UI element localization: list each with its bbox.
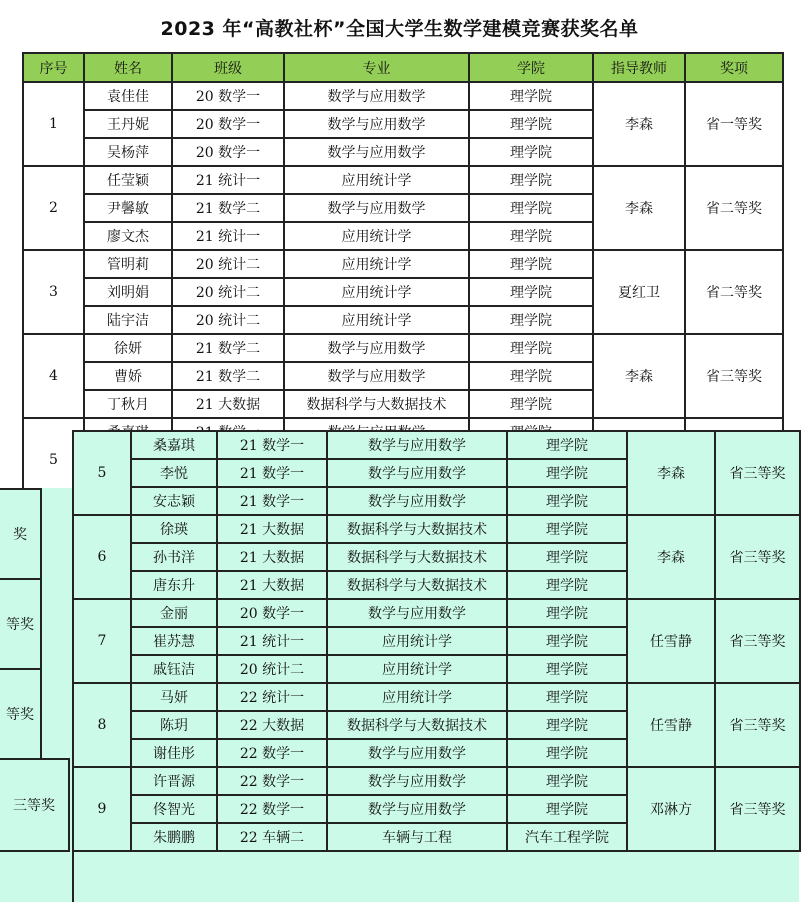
advisor-cell: 夏红卫 xyxy=(593,250,685,334)
class-cell: 20 数学一 xyxy=(172,82,284,110)
class-cell: 21 大数据 xyxy=(172,390,284,418)
table-header-row xyxy=(23,53,783,82)
award-cell: 省三等奖 xyxy=(715,431,800,515)
table-row xyxy=(73,515,800,543)
class-cell: 22 统计一 xyxy=(217,683,327,711)
major-cell: 数据科学与大数据技术 xyxy=(327,711,507,739)
student-name-cell: 任莹颖 xyxy=(84,166,172,194)
table-row xyxy=(23,250,783,278)
student-name-cell: 朱鹏鹏 xyxy=(131,823,217,851)
major-cell: 应用统计学 xyxy=(284,278,469,306)
college-cell: 理学院 xyxy=(507,683,627,711)
class-cell: 22 数学一 xyxy=(217,739,327,767)
college-cell: 理学院 xyxy=(507,711,627,739)
award-cell: 省一等奖 xyxy=(685,82,783,166)
student-name-cell: 许晋源 xyxy=(131,767,217,795)
college-cell: 理学院 xyxy=(469,390,593,418)
major-cell: 数学与应用数学 xyxy=(284,194,469,222)
college-cell: 理学院 xyxy=(469,82,593,110)
college-cell: 理学院 xyxy=(469,166,593,194)
student-name-cell: 丁秋月 xyxy=(84,390,172,418)
class-cell: 20 统计二 xyxy=(172,250,284,278)
major-cell: 数据科学与大数据技术 xyxy=(327,543,507,571)
college-cell: 理学院 xyxy=(507,459,627,487)
major-cell: 应用统计学 xyxy=(284,166,469,194)
table-row xyxy=(23,82,783,110)
class-cell: 20 统计二 xyxy=(172,278,284,306)
header-award: 奖项 xyxy=(685,53,783,82)
student-name-cell: 徐瑛 xyxy=(131,515,217,543)
college-cell: 理学院 xyxy=(507,515,627,543)
document-title: 2023 年“高教社杯”全国大学生数学建模竞赛获奖名单 xyxy=(160,18,639,40)
college-cell: 理学院 xyxy=(507,599,627,627)
award-cell: 省二等奖 xyxy=(685,166,783,250)
student-name-cell: 马妍 xyxy=(131,683,217,711)
group-index-cell: 1 xyxy=(23,82,84,166)
student-name-cell: 佟智光 xyxy=(131,795,217,823)
student-name-cell: 刘明娟 xyxy=(84,278,172,306)
college-cell: 理学院 xyxy=(469,306,593,334)
group-index-cell: 2 xyxy=(23,166,84,250)
class-cell: 21 数学一 xyxy=(217,431,327,459)
class-cell: 22 大数据 xyxy=(217,711,327,739)
major-cell: 应用统计学 xyxy=(327,655,507,683)
class-cell: 21 大数据 xyxy=(217,571,327,599)
college-cell: 理学院 xyxy=(469,194,593,222)
student-name-cell: 金丽 xyxy=(131,599,217,627)
class-cell: 20 统计二 xyxy=(172,306,284,334)
student-name-cell: 桑嘉琪 xyxy=(131,431,217,459)
class-cell: 21 数学一 xyxy=(217,487,327,515)
college-cell: 理学院 xyxy=(469,110,593,138)
college-cell: 理学院 xyxy=(469,278,593,306)
class-cell: 21 数学二 xyxy=(172,194,284,222)
class-cell: 20 数学一 xyxy=(217,599,327,627)
major-cell: 数学与应用数学 xyxy=(327,459,507,487)
major-cell: 数学与应用数学 xyxy=(284,362,469,390)
header-college: 学院 xyxy=(469,53,593,82)
class-cell: 22 数学一 xyxy=(217,767,327,795)
award-table-continued xyxy=(72,430,801,852)
college-cell: 理学院 xyxy=(507,431,627,459)
major-cell: 数学与应用数学 xyxy=(327,431,507,459)
class-cell: 20 数学一 xyxy=(172,138,284,166)
college-cell: 理学院 xyxy=(507,627,627,655)
major-cell: 数学与应用数学 xyxy=(327,739,507,767)
award-table-top-section xyxy=(22,52,782,492)
major-cell: 应用统计学 xyxy=(284,222,469,250)
major-cell: 应用统计学 xyxy=(284,306,469,334)
shifted-column-fragment xyxy=(0,488,74,902)
class-cell: 21 统计一 xyxy=(172,222,284,250)
college-cell: 理学院 xyxy=(507,543,627,571)
header-class: 班级 xyxy=(172,53,284,82)
class-cell: 21 大数据 xyxy=(217,543,327,571)
student-name-cell: 李悦 xyxy=(131,459,217,487)
college-cell: 理学院 xyxy=(469,138,593,166)
major-cell: 数据科学与大数据技术 xyxy=(327,515,507,543)
student-name-cell: 袁佳佳 xyxy=(84,82,172,110)
college-cell: 理学院 xyxy=(469,222,593,250)
student-name-cell: 吴杨萍 xyxy=(84,138,172,166)
award-fragment: 三等奖 xyxy=(0,758,70,852)
award-cell: 省三等奖 xyxy=(715,683,800,767)
major-cell: 数学与应用数学 xyxy=(327,599,507,627)
college-cell: 理学院 xyxy=(507,767,627,795)
advisor-cell: 邓淋方 xyxy=(627,767,715,851)
award-fragment: 等奖 xyxy=(0,668,42,760)
student-name-cell: 廖文杰 xyxy=(84,222,172,250)
advisor-cell: 任雪静 xyxy=(627,599,715,683)
award-cell: 省三等奖 xyxy=(715,599,800,683)
advisor-cell: 任雪静 xyxy=(627,683,715,767)
student-name-cell: 孙书洋 xyxy=(131,543,217,571)
college-cell: 理学院 xyxy=(507,739,627,767)
college-cell: 理学院 xyxy=(507,571,627,599)
college-cell: 理学院 xyxy=(469,362,593,390)
student-name-cell: 唐东升 xyxy=(131,571,217,599)
advisor-cell: 李森 xyxy=(593,82,685,166)
class-cell: 20 统计二 xyxy=(217,655,327,683)
group-index-cell: 5 xyxy=(23,418,84,502)
group-index-cell: 7 xyxy=(73,599,131,683)
award-cell: 省三等奖 xyxy=(715,515,800,599)
class-cell: 21 统计一 xyxy=(217,627,327,655)
header-advisor: 指导教师 xyxy=(593,53,685,82)
class-cell: 22 车辆二 xyxy=(217,823,327,851)
major-cell: 数学与应用数学 xyxy=(284,82,469,110)
major-cell: 数学与应用数学 xyxy=(284,334,469,362)
award-fragment: 等奖 xyxy=(0,578,42,670)
class-cell: 20 数学一 xyxy=(172,110,284,138)
student-name-cell: 徐妍 xyxy=(84,334,172,362)
award-cell: 省二等奖 xyxy=(685,250,783,334)
major-cell: 数学与应用数学 xyxy=(284,110,469,138)
major-cell: 数学与应用数学 xyxy=(327,487,507,515)
student-name-cell: 曹娇 xyxy=(84,362,172,390)
student-name-cell: 安志颖 xyxy=(131,487,217,515)
advisor-cell: 李森 xyxy=(627,431,715,515)
class-cell: 21 数学二 xyxy=(172,334,284,362)
advisor-cell: 李森 xyxy=(627,515,715,599)
header-name: 姓名 xyxy=(84,53,172,82)
student-name-cell: 王丹妮 xyxy=(84,110,172,138)
major-cell: 车辆与工程 xyxy=(327,823,507,851)
college-cell: 理学院 xyxy=(507,487,627,515)
table-row xyxy=(73,767,800,795)
table-row xyxy=(23,334,783,362)
class-cell: 21 大数据 xyxy=(217,515,327,543)
college-cell: 理学院 xyxy=(507,795,627,823)
award-cell: 省三等奖 xyxy=(685,334,783,418)
college-cell: 理学院 xyxy=(507,655,627,683)
major-cell: 应用统计学 xyxy=(327,627,507,655)
major-cell: 应用统计学 xyxy=(284,250,469,278)
table-row xyxy=(73,683,800,711)
major-cell: 数据科学与大数据技术 xyxy=(284,390,469,418)
award-table-bottom-section xyxy=(0,438,799,902)
major-cell: 数学与应用数学 xyxy=(327,767,507,795)
student-name-cell: 崔苏慧 xyxy=(131,627,217,655)
award-fragment: 奖 xyxy=(0,488,42,580)
advisor-cell: 李森 xyxy=(593,334,685,418)
header-major: 专业 xyxy=(284,53,469,82)
college-cell: 汽车工程学院 xyxy=(507,823,627,851)
college-cell: 理学院 xyxy=(469,250,593,278)
table-row xyxy=(23,166,783,194)
major-cell: 数学与应用数学 xyxy=(327,795,507,823)
class-cell: 21 数学一 xyxy=(217,459,327,487)
award-cell: 省三等奖 xyxy=(715,767,800,851)
major-cell: 数学与应用数学 xyxy=(284,138,469,166)
group-index-cell: 3 xyxy=(23,250,84,334)
class-cell: 21 统计一 xyxy=(172,166,284,194)
major-cell: 数据科学与大数据技术 xyxy=(327,571,507,599)
class-cell: 21 数学二 xyxy=(172,362,284,390)
group-index-cell: 6 xyxy=(73,515,131,599)
advisor-cell: 李森 xyxy=(593,166,685,250)
student-name-cell: 管明莉 xyxy=(84,250,172,278)
student-name-cell: 陆宇洁 xyxy=(84,306,172,334)
student-name-cell: 尹馨敏 xyxy=(84,194,172,222)
major-cell: 应用统计学 xyxy=(327,683,507,711)
group-index-cell: 4 xyxy=(23,334,84,418)
group-index-cell: 5 xyxy=(73,431,131,515)
group-index-cell: 8 xyxy=(73,683,131,767)
college-cell: 理学院 xyxy=(469,334,593,362)
student-name-cell: 戚钰洁 xyxy=(131,655,217,683)
table-row xyxy=(73,599,800,627)
header-index: 序号 xyxy=(23,53,84,82)
group-index-cell: 9 xyxy=(73,767,131,851)
student-name-cell: 谢佳彤 xyxy=(131,739,217,767)
class-cell: 22 数学一 xyxy=(217,795,327,823)
student-name-cell: 陈玥 xyxy=(131,711,217,739)
table-row xyxy=(73,431,800,459)
